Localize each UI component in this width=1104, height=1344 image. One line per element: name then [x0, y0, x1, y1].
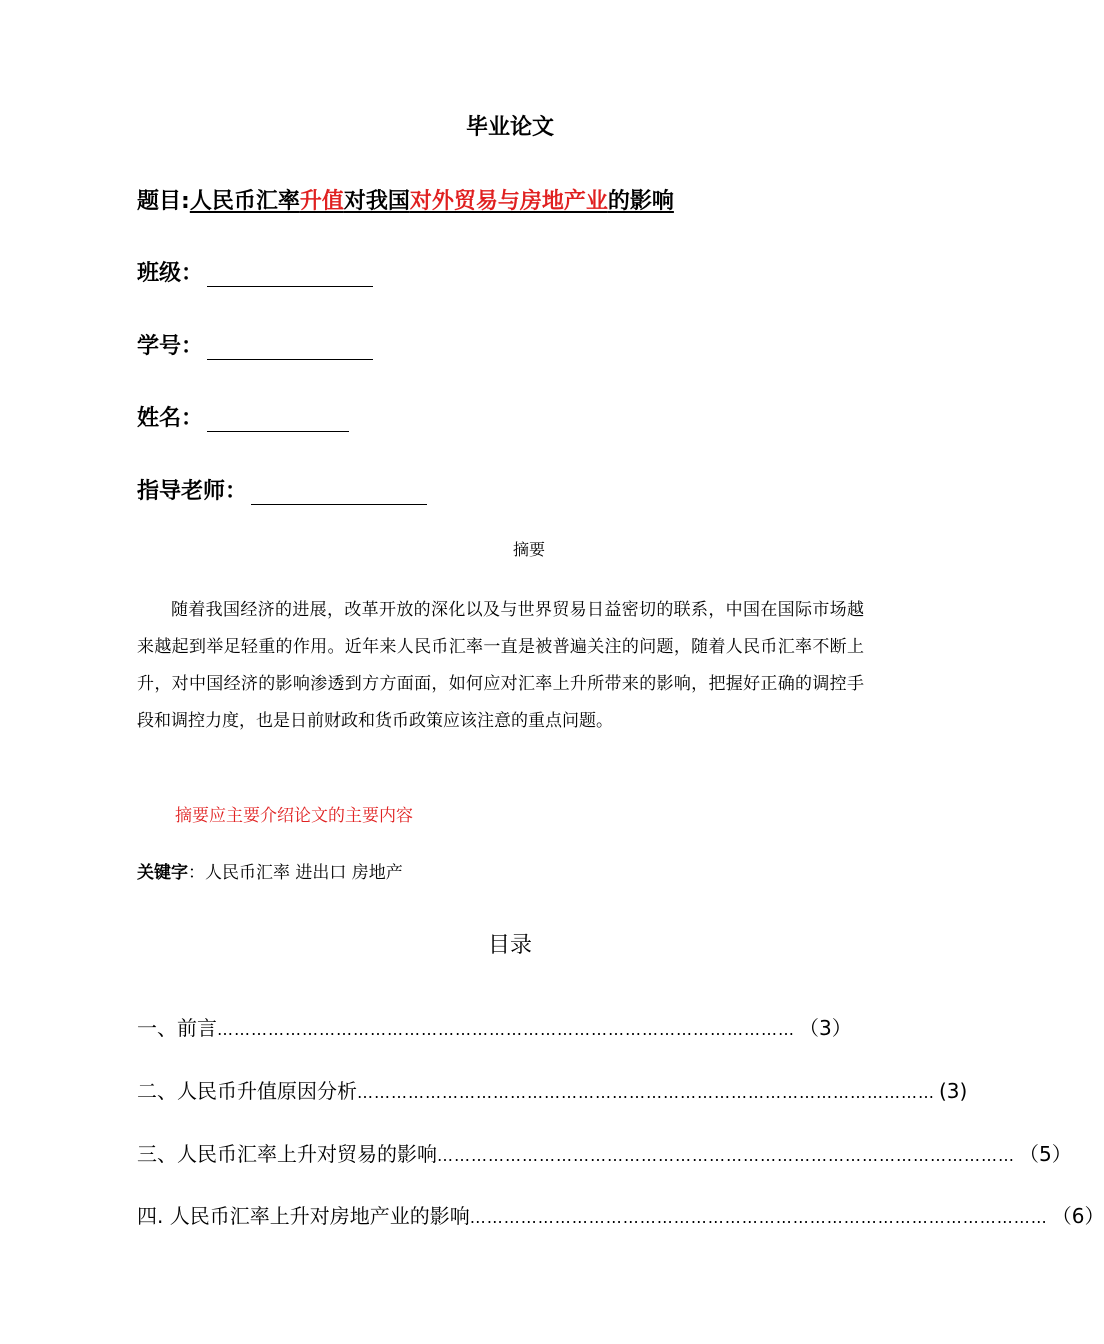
student-id-blank[interactable] [207, 333, 373, 360]
toc-item-label: 四. 人民币汇率上升对房地产业的影响 [137, 1204, 470, 1228]
toc-item-page: （6） [1051, 1204, 1104, 1228]
topic-part: 人民币汇率 [189, 189, 300, 214]
name-label: 姓名： [137, 406, 204, 431]
student-id-label: 学号： [137, 334, 204, 359]
toc-item-page: （3） [799, 1016, 852, 1040]
abstract-body: 随着我国经济的进展，改革开放的深化以及与世界贸易日益密切的联系，中国在国际市场越来越起到举足轻重的作用。近年来人民币汇率一直是被普遍关注的问题，随着人民币汇率不断上升，对中国经济的影响渗透到方方面面，如何应对汇率上升所带来的影响，把握好正确的调控手段和调控力度，也是日前财政和货币政策应该注意的重点问题。 [137, 600, 864, 731]
topic-part: 的影响 [607, 189, 674, 214]
toc-leader: ………………………………………………………………………………………… [469, 1208, 1048, 1227]
keywords-label: 关键字 [137, 863, 188, 883]
toc-item[interactable] [137, 1075, 968, 1104]
toc-leader: ………………………………………………………………………………………… [437, 1146, 1015, 1165]
class-blank[interactable] [207, 260, 373, 287]
thesis-topic [137, 184, 674, 215]
toc-item-label: 二、人民币升值原因分析 [137, 1079, 357, 1103]
student-id-field [137, 329, 373, 360]
toc-item-page: (3) [939, 1079, 968, 1103]
advisor-blank[interactable] [251, 478, 427, 505]
class-label: 班级： [137, 261, 204, 286]
topic-part-highlight: 升值 [299, 189, 344, 214]
topic-part-highlight: 对外贸易与房地产业 [409, 189, 608, 214]
advisor-field [137, 474, 427, 505]
toc-heading: 目录 [487, 933, 532, 958]
toc-item-label: 三、人民币汇率上升对贸易的影响 [137, 1142, 437, 1166]
toc-item[interactable] [137, 1200, 1104, 1229]
document-title: 毕业论文 [465, 115, 554, 140]
toc-item[interactable] [137, 1138, 1072, 1167]
keywords [137, 858, 403, 883]
topic-text [190, 189, 674, 214]
toc-item-label: 一、前言 [137, 1016, 217, 1040]
toc-leader: ………………………………………………………………………………………… [217, 1020, 795, 1039]
topic-prefix: 题目: [137, 189, 190, 214]
abstract-heading: 摘要 [512, 540, 545, 559]
toc-leader: ………………………………………………………………………………………… [357, 1083, 935, 1102]
name-blank[interactable] [207, 405, 349, 432]
toc-item[interactable] [137, 1012, 852, 1041]
name-field [137, 401, 349, 432]
toc-item-page: （5） [1019, 1142, 1072, 1166]
topic-part: 对我国 [343, 189, 410, 214]
advisor-label: 指导老师： [137, 479, 248, 504]
class-field [137, 256, 373, 287]
keywords-values: ：人民币汇率 进出口 房地产 [188, 863, 403, 883]
abstract-note: 摘要应主要介绍论文的主要内容 [175, 806, 413, 826]
